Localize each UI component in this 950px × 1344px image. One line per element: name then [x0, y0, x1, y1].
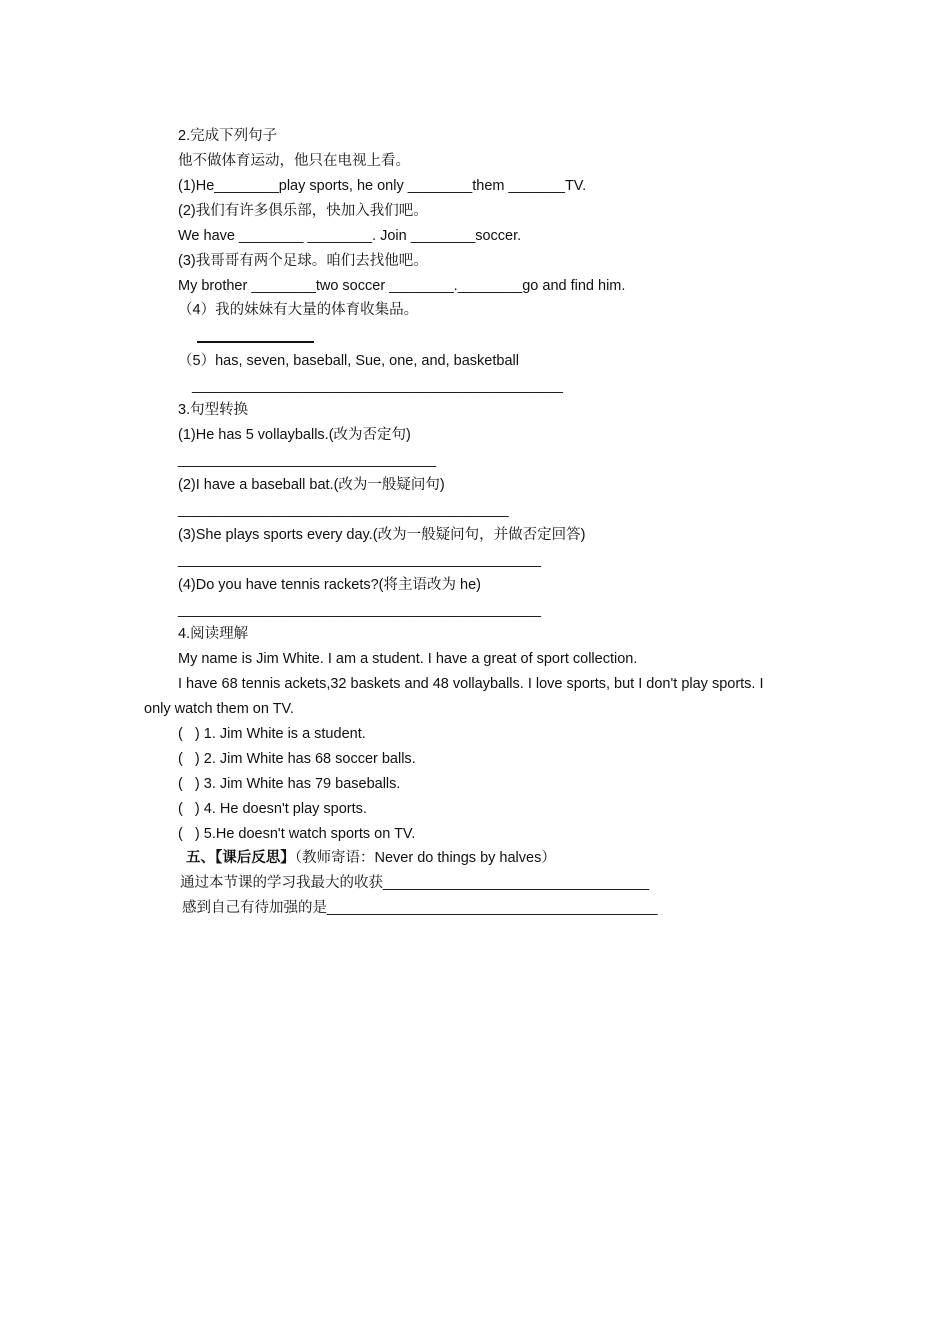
section3-title: 3.句型转换 [178, 402, 249, 418]
s3-q2: (2)I have a baseball bat.(改为一般疑问句) [178, 477, 445, 493]
q2-chinese: (2)我们有许多俱乐部，快加入我们吧。 [178, 203, 428, 219]
reading-para1: My name is Jim White. I am a student. I have a great of sport collection. [178, 651, 638, 667]
teacher-motto: （教师寄语：Never do things by halves） [294, 850, 556, 866]
q4-chinese: （4）我的妹妹有大量的体育收集品。 [178, 302, 419, 318]
tf-item: ( ) 4. He doesn't play sports. [178, 801, 367, 817]
reflection-improve: 感到自己有待加强的是_________________________________________ [182, 900, 658, 916]
section5-line [186, 848, 556, 868]
q2-english: We have ________ ________. Join ________soccer. [178, 228, 522, 244]
tf-item: ( ) 2. Jim White has 68 soccer balls. [178, 751, 416, 767]
s3-q4: (4)Do you have tennis rackets?(将主语改为 he) [178, 577, 481, 593]
tf-item: ( ) 3. Jim White has 79 baseballs. [178, 776, 401, 792]
reading-para2-line1: I have 68 tennis ackets,32 baskets and 48 vollayballs. I love sports, but I don't play sports. I [178, 676, 764, 692]
section5-heading: 五、【课后反思】 [186, 850, 295, 866]
s3-q4-blank: _____________________________________________ [178, 602, 541, 618]
q1-english: (1)He________play sports, he only ________them _______TV. [178, 178, 587, 194]
q1-chinese: 他不做体育运动，他只在电视上看。 [178, 153, 410, 169]
s3-q3-blank: _____________________________________________ [178, 552, 541, 568]
s3-q1-blank: ________________________________ [178, 452, 437, 468]
s3-q3: (3)She plays sports every day.(改为一般疑问句，并做否定回答) [178, 527, 586, 543]
s3-q2-blank: _________________________________________ [178, 502, 509, 518]
reflection-gain: 通过本节课的学习我最大的收获_________________________________ [180, 875, 650, 891]
tf-item: ( ) 1. Jim White is a student. [178, 726, 366, 742]
reading-para2-line2: only watch them on TV. [144, 701, 294, 717]
q3-chinese: (3)我哥哥有两个足球。咱们去找他吧。 [178, 253, 428, 269]
section4-title: 4.阅读理解 [178, 626, 249, 642]
s3-q1: (1)He has 5 vollayballs.(改为否定句) [178, 427, 411, 443]
section2-title: 2.完成下列句子 [178, 128, 278, 144]
q4-answer-line [197, 341, 314, 343]
q3-english: My brother ________two soccer ________.________go and find him. [178, 278, 626, 294]
q5-words: （5）has, seven, baseball, Sue, one, and, basketball [178, 353, 519, 369]
q5-answer-blank: ______________________________________________ [192, 378, 563, 394]
tf-item: ( ) 5.He doesn't watch sports on TV. [178, 826, 416, 842]
